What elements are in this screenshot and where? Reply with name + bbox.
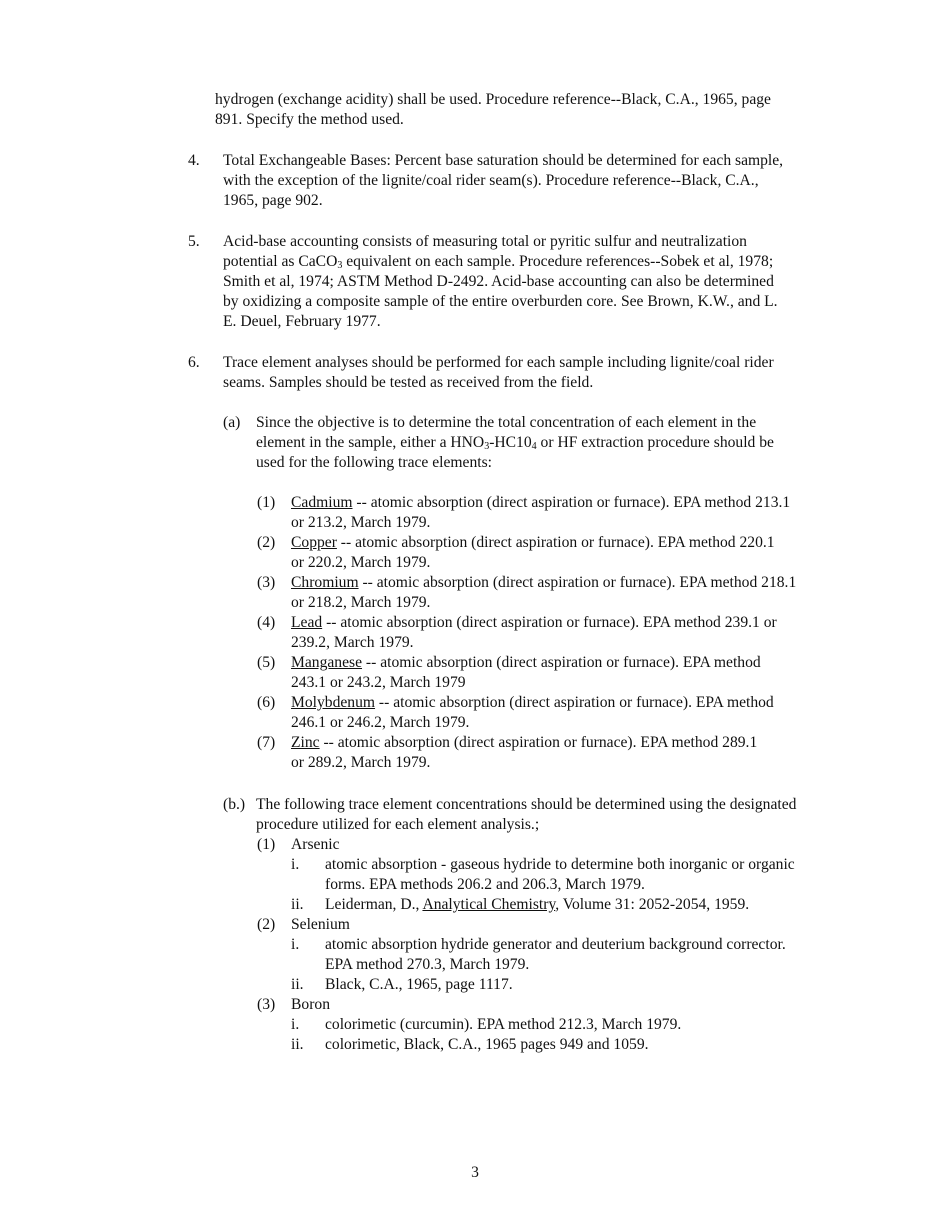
item-6-number: 6. — [188, 354, 200, 371]
sub-b-paragraph: The following trace element concentrations should be determined using the designated procedure utilized for each element analysis.; — [256, 796, 797, 833]
element-7-item: Zinc -- atomic absorption (direct aspiration or furnace). EPA method 289.1 or 289.2, March 1979. — [291, 734, 758, 771]
arsenic-ii-text: Leiderman, D., Analytical Chemistry, Volume 31: 2052-2054, 1959. — [325, 896, 750, 913]
item-6-paragraph: Trace element analyses should be performed for each sample including lignite/coal rider seams. Samples should be tested as received from the field. — [223, 354, 774, 391]
element-1-name: Cadmium — [291, 494, 353, 511]
element-7-name: Zinc — [291, 734, 320, 751]
item-4-number: 4. — [188, 152, 200, 169]
arsenic-ii-number: ii. — [291, 896, 304, 913]
sub-b-label: (b.) — [223, 796, 246, 813]
element-4-item: Lead -- atomic absorption (direct aspiration or furnace). EPA method 239.1 or 239.2, March 1979. — [291, 614, 777, 651]
boron-i-text: colorimetic (curcumin). EPA method 212.3, March 1979. — [325, 1016, 682, 1033]
element-5-item: Manganese -- atomic absorption (direct aspiration or furnace). EPA method 243.1 or 243.2, March 1979 — [291, 654, 761, 691]
element-5-number: (5) — [257, 654, 276, 671]
element-6-name: Molybdenum — [291, 694, 376, 711]
selenium-heading: Selenium — [291, 916, 350, 933]
element-7-number: (7) — [257, 734, 276, 751]
item-5-number: 5. — [188, 233, 200, 250]
boron-ii-text: colorimetic, Black, C.A., 1965 pages 949 and 1059. — [325, 1036, 649, 1053]
journal-title: Analytical Chemistry — [422, 896, 556, 913]
element-4-name: Lead — [291, 614, 323, 631]
element-3-item: Chromium -- atomic absorption (direct aspiration or furnace). EPA method 218.1 or 218.2, March 1979. — [291, 574, 797, 611]
element-6-item: Molybdenum -- atomic absorption (direct aspiration or furnace). EPA method 246.1 or 246.2, March 1979. — [291, 694, 774, 731]
selenium-i-text: atomic absorption hydride generator and deuterium background corrector. EPA method 270.3, March 1979. — [325, 936, 786, 973]
arsenic-i-number: i. — [291, 856, 300, 873]
page-number: 3 — [471, 1164, 479, 1181]
element-1-item: Cadmium -- atomic absorption (direct aspiration or furnace). EPA method 213.1 or 213.2, March 1979. — [291, 494, 791, 531]
element-3-number: (3) — [257, 574, 276, 591]
intro-paragraph — [215, 90, 838, 130]
selenium-i-number: i. — [291, 936, 300, 953]
intro-line-1: hydrogen (exchange acidity) shall be used. Procedure reference--Black, C.A., 1965, page — [215, 91, 771, 108]
item-4-paragraph: Total Exchangeable Bases: Percent base saturation should be determined for each sample, with the exception of the lignite/coal rider seam(s). Procedure reference--Black, C.A., 1965, page 902. — [223, 152, 784, 209]
element-2-item: Copper -- atomic absorption (direct aspiration or furnace). EPA method 220.1 or 220.2, March 1979. — [291, 534, 775, 571]
selenium-ii-text: Black, C.A., 1965, page 1117. — [325, 976, 513, 993]
boron-i-number: i. — [291, 1016, 300, 1033]
element-4-number: (4) — [257, 614, 276, 631]
sub-a-paragraph: Since the objective is to determine the total concentration of each element in the element in the sample, either a $HNO_3-HC10_4$ or HF extraction procedure should be used for the following trace elements: — [256, 414, 774, 471]
element-6-number: (6) — [257, 694, 276, 711]
sub-a-label: (a) — [223, 414, 241, 431]
arsenic-i-text: atomic absorption - gaseous hydride to determine both inorganic or organic forms. EPA methods 206.2 and 206.3, March 1979. — [325, 856, 795, 893]
boron-heading: Boron — [291, 996, 330, 1013]
element-5-name: Manganese — [291, 654, 363, 671]
element-2-name: Copper — [291, 534, 337, 551]
arsenic-number: (1) — [257, 836, 276, 853]
boron-ii-number: ii. — [291, 1036, 304, 1053]
intro-line-2: 891. Specify the method used. — [215, 111, 404, 128]
selenium-ii-number: ii. — [291, 976, 304, 993]
selenium-number: (2) — [257, 916, 276, 933]
item-5-paragraph: Acid-base accounting consists of measuring total or pyritic sulfur and neutralization potential as CaCO$_3$ equivalent on each sample. Procedure references--Sobek et al, 1978; Smith et al, 1974; ASTM Method D-2492. Acid-base accounting can also be determined by oxidizing a composite sample of the entire overburden core. See Brown, K.W., and L. E. Deuel, February 1977. — [223, 233, 778, 330]
boron-number: (3) — [257, 996, 276, 1013]
element-2-number: (2) — [257, 534, 276, 551]
element-3-name: Chromium — [291, 574, 359, 591]
element-1-number: (1) — [257, 494, 276, 511]
arsenic-heading: Arsenic — [291, 836, 340, 853]
